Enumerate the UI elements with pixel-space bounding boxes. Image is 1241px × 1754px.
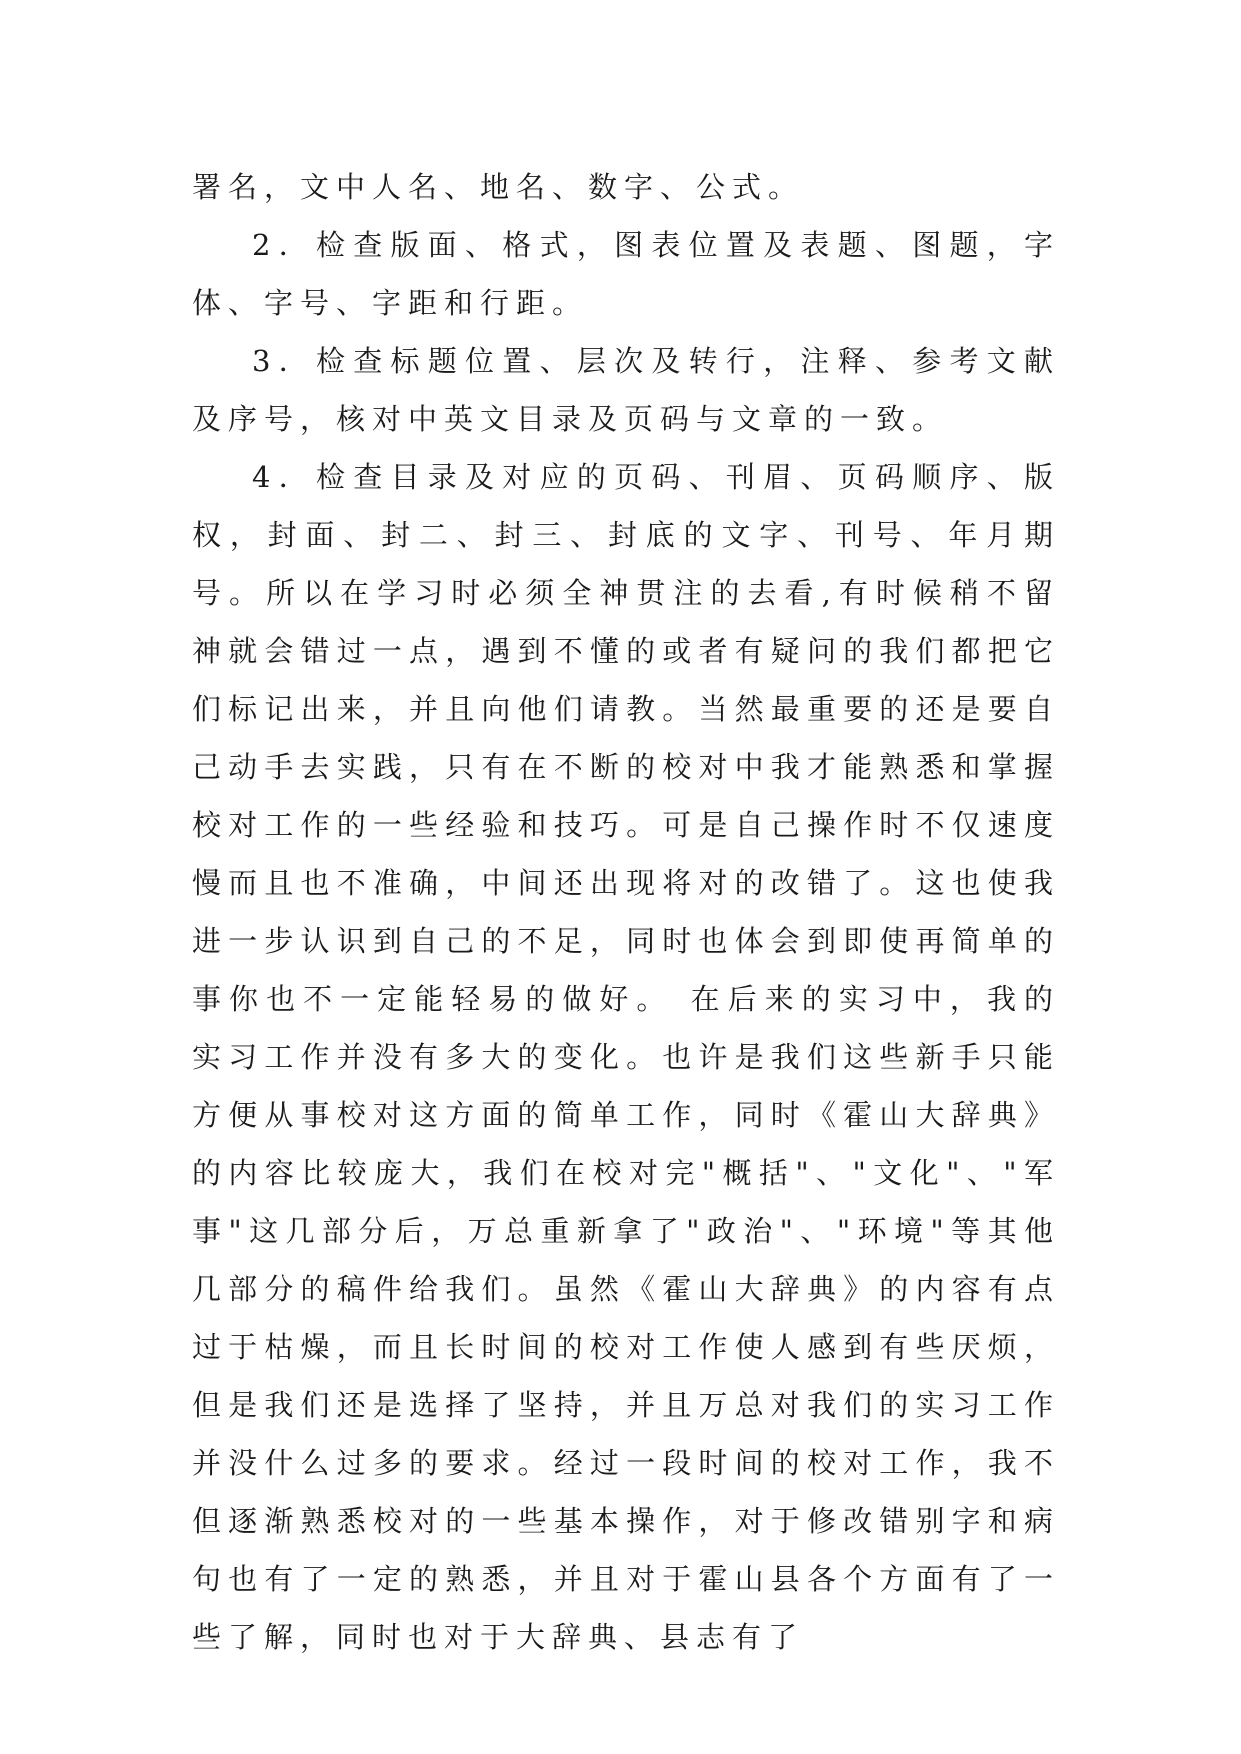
body-text [192, 158, 1060, 1666]
paragraph-item-2: 2．检查版面、格式，图表位置及表题、图题，字体、字号、字距和行距。 [192, 228, 1060, 320]
paragraph-item-4: 4．检查目录及对应的页码、刊眉、页码顺序、版权，封面、封二、封三、封底的文字、刊号、年月期号。所以在学习时必须全神贯注的去看,有时候稍不留神就会错过一点，遇到不懂的或者有疑问的我们都把它们标记出来，并且向他们请教。当然最重要的还是要自己动手去实践，只有在不断的校对中我才能熟悉和掌握校对工作的一些经验和技巧。可是自己操作时不仅速度慢而且也不准确，中间还出现将对的改错了。这也使我进一步认识到自己的不足，同时也体会到即使再简单的事你也不一定能轻易的做好。 在后来的实习中，我的实习工作并没有多大的变化。也许是我们这些新手只能方便从事校对这方面的简单工作，同时《霍山大辞典》的内容比较庞大，我们在校对完"概括"、"文化"、"军事"这几部分后，万总重新拿了"政治"、"环境"等其他几部分的稿件给我们。虽然《霍山大辞典》的内容有点过于枯燥，而且长时间的校对工作使人感到有些厌烦，但是我们还是选择了坚持，并且万总对我们的实习工作并没什么过多的要求。经过一段时间的校对工作，我不但逐渐熟悉校对的一些基本操作，对于修改错别字和病句也有了一定的熟悉，并且对于霍山县各个方面有了一些了解，同时也对于大辞典、县志有了 [192, 460, 1060, 1654]
paragraph-continuation: 署名，文中人名、地名、数字、公式。 [192, 170, 805, 204]
paragraph-item-3: 3．检查标题位置、层次及转行，注释、参考文献及序号，核对中英文目录及页码与文章的一致。 [192, 344, 1060, 436]
